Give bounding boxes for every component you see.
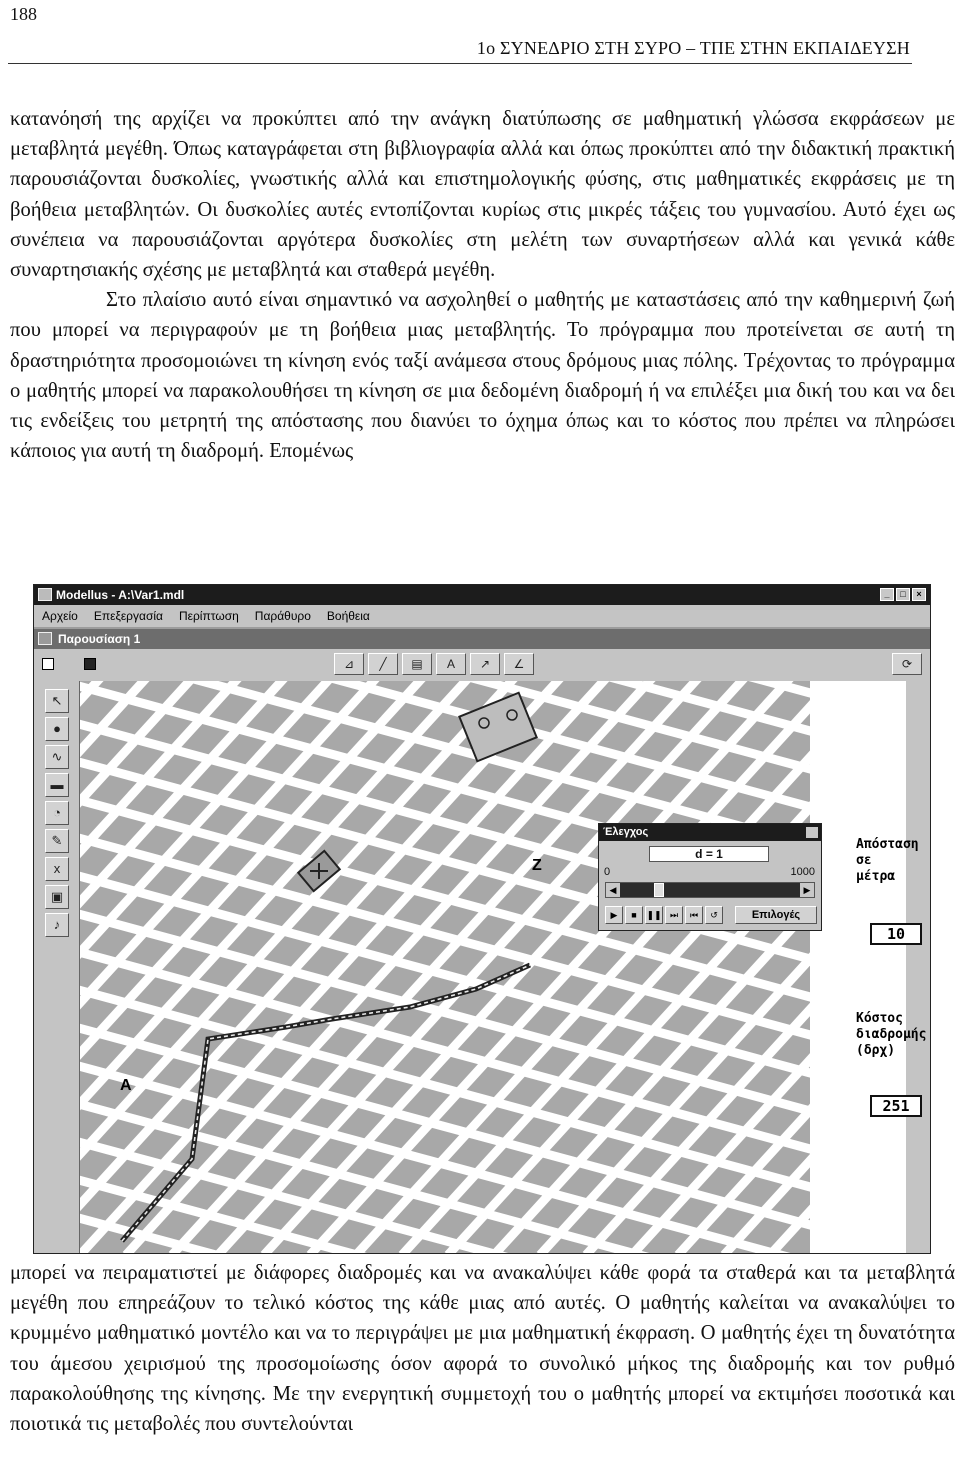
menu-edit[interactable]: Επεξεργασία [93,609,163,623]
menu-file[interactable]: Αρχείο [42,609,78,623]
page-number: 188 [10,4,37,24]
control-dialog [598,823,822,931]
graph-tool-icon[interactable]: ⊿ [334,653,364,675]
slider-right-arrow-icon[interactable]: ▶ [800,883,814,897]
slider-max: 1000 [790,866,815,878]
app-icon [38,588,52,601]
map-canvas [80,681,927,1254]
dialog-title: Έλεγχος [599,824,821,841]
running-head: 1ο ΣΥΝΕΔΡΙΟ ΣΤΗ ΣΥΡΟ – ΤΠΕ ΣΤΗΝ ΕΚΠΑΙΔΕΥΣΗ [476,38,910,58]
slider-min: 0 [604,866,611,878]
pen-icon[interactable]: ✎ [45,829,69,853]
trajectory-icon[interactable]: ∿ [45,745,69,769]
sound-icon[interactable]: ♪ [45,913,69,937]
vertical-scrollbar[interactable] [906,681,931,1254]
window-titlebar [34,585,930,605]
formula-icon[interactable]: x [45,857,69,881]
tool-palette [34,681,80,1254]
foreground-color-swatch[interactable] [84,658,96,670]
pause-icon[interactable]: ❚❚ [645,906,663,924]
slider-left-arrow-icon[interactable]: ◀ [606,883,620,897]
body-text-after [10,1258,955,1439]
menu-help[interactable]: Βοήθεια [326,609,370,623]
text-tool-icon[interactable]: A [436,653,466,675]
menu-case[interactable]: Περίπτωση [178,609,239,623]
variable-field[interactable]: d = 1 [649,846,769,862]
play-icon[interactable]: ▶ [605,906,623,924]
particle-icon[interactable]: ● [45,717,69,741]
cost-label: Κόστος διαδρομής (δρχ) [856,1011,927,1058]
stop-icon[interactable]: ■ [625,906,643,924]
maximize-icon[interactable]: □ [896,588,910,601]
level-icon[interactable]: ▬ [45,773,69,797]
slider-thumb[interactable] [654,883,664,897]
toolbar [34,649,930,681]
street-map [80,681,906,1254]
subwindow-icon [38,632,52,645]
distance-value: 10 [870,923,922,945]
vector-tool-icon[interactable]: ↗ [470,653,500,675]
paragraph: κατανόησή της αρχίζει να προκύπτει από την ανάγκη διατύπωσης σε μαθηματική γλώσσα εκφράσεων με μεταβλητά μεγέθη. Όπως καταγράφεται στη βιβλιογραφία αλλά και όπως προκύπτει από την διδακτική πρακτική παρουσιάζονται δυσκολίες, γνωστικής αλλά και επιστημολογικής φύσης, στις μαθηματικές εκφράσεις με τη βοήθεια μεταβλητών. Οι δυσκολίες αυτές εντοπίζονται κυρίως στις μικρές τάξεις του γυμνασίου. Αυτό έχει ως συνέπεια να παρουσιάζονται αργότερα δυσκολίες στη μελέτη των συναρτήσεων αλλά και γενικά κάθε συναρτησιακής σχέσης με μεταβλητά και σταθερά μεγέθη. [10,108,955,282]
cost-value: 251 [870,1095,922,1117]
background-color-swatch[interactable] [42,658,54,670]
modellus-screenshot [33,584,931,1254]
subwindow-title: Παρουσίαση 1 [58,632,141,646]
pointer-icon[interactable]: ↖ [45,689,69,713]
paragraph: Στο πλαίσιο αυτό είναι σημαντικό να ασχοληθεί ο μαθητής με καταστάσεις από την καθημερινή ζωή που μπορεί να περιγραφούν με τη βοήθεια μιας μεταβλητής. Το πρόγραμμα που προτείνεται σε αυτή τη δραστηριότητα προσομοιώνει τη κίνηση ενός ταξί ανάμεσα στους δρόμους μιας πόλης. Τρέχοντας το πρόγραμμα ο μαθητής μπορεί να παρακολουθήσει τη κίνηση σε μια δεδομένη διαδρομή ή να επιλέξει μια δική του και να δει τις ενδείξεις του μετρητή της απόστασης που διανύει το όχημα όπως και το κόστος που πρέπει να πληρώσει κάποιος για αυτή τη διαδρομή. Επομένως [10,289,955,463]
route-end-marker: Z [532,857,542,874]
angle-tool-icon[interactable]: ∠ [504,653,534,675]
menu-bar [34,605,930,627]
body-text-before [10,104,955,466]
minimize-icon[interactable]: _ [880,588,894,601]
paragraph: μπορεί να πειραματιστεί με διάφορες διαδρομές και να ανακαλύψει κάθε φορά τα σταθερά και τα μεταβλητά μεγέθη που επηρεάζουν το τελικό κόστος της κάθε μιας από αυτές. Ο μαθητής καλείται να ανακαλύψει το κρυμμένο μαθηματικό μοντέλο και να το περιγράψει με μια μαθηματική έκφραση. Ο μαθητής έχει τη δυνατότητα του άμεσου χειρισμού της προσομοίωσης όσον αφορά το συνολικό μήκος της διαδρομής και τον ρυθμό παρακολούθησης της κίνησης. Με την ενεργητική συμμετοχή του ο μαθητής μπορεί να εκτιμήσει ποσοτικά και ποιοτικά τις μεταβολές που συντελούνται [10,1262,955,1436]
time-slider[interactable] [605,882,815,898]
replay-icon[interactable]: ↺ [705,906,723,924]
skip-start-icon[interactable]: ⏮ [685,906,703,924]
line-tool-icon[interactable]: ╱ [368,653,398,675]
options-button[interactable]: Επιλογές [735,906,817,924]
dialog-close-icon[interactable] [806,827,818,838]
loop-icon[interactable]: ⟳ [892,653,922,675]
menu-window[interactable]: Παράθυρο [254,609,311,623]
subwindow-titlebar [34,629,930,649]
route-start-marker: A [120,1077,132,1094]
image-icon[interactable]: ▣ [45,885,69,909]
window-title: Modellus - A:\Var1.mdl [56,588,185,602]
header-rule [8,63,912,64]
skip-end-icon[interactable]: ⏭ [665,906,683,924]
close-icon[interactable]: × [912,588,926,601]
chart-tool-icon[interactable]: ▤ [402,653,432,675]
meter-icon[interactable]: ◔ [45,801,69,825]
distance-label: Απόσταση σε μέτρα [856,837,919,884]
